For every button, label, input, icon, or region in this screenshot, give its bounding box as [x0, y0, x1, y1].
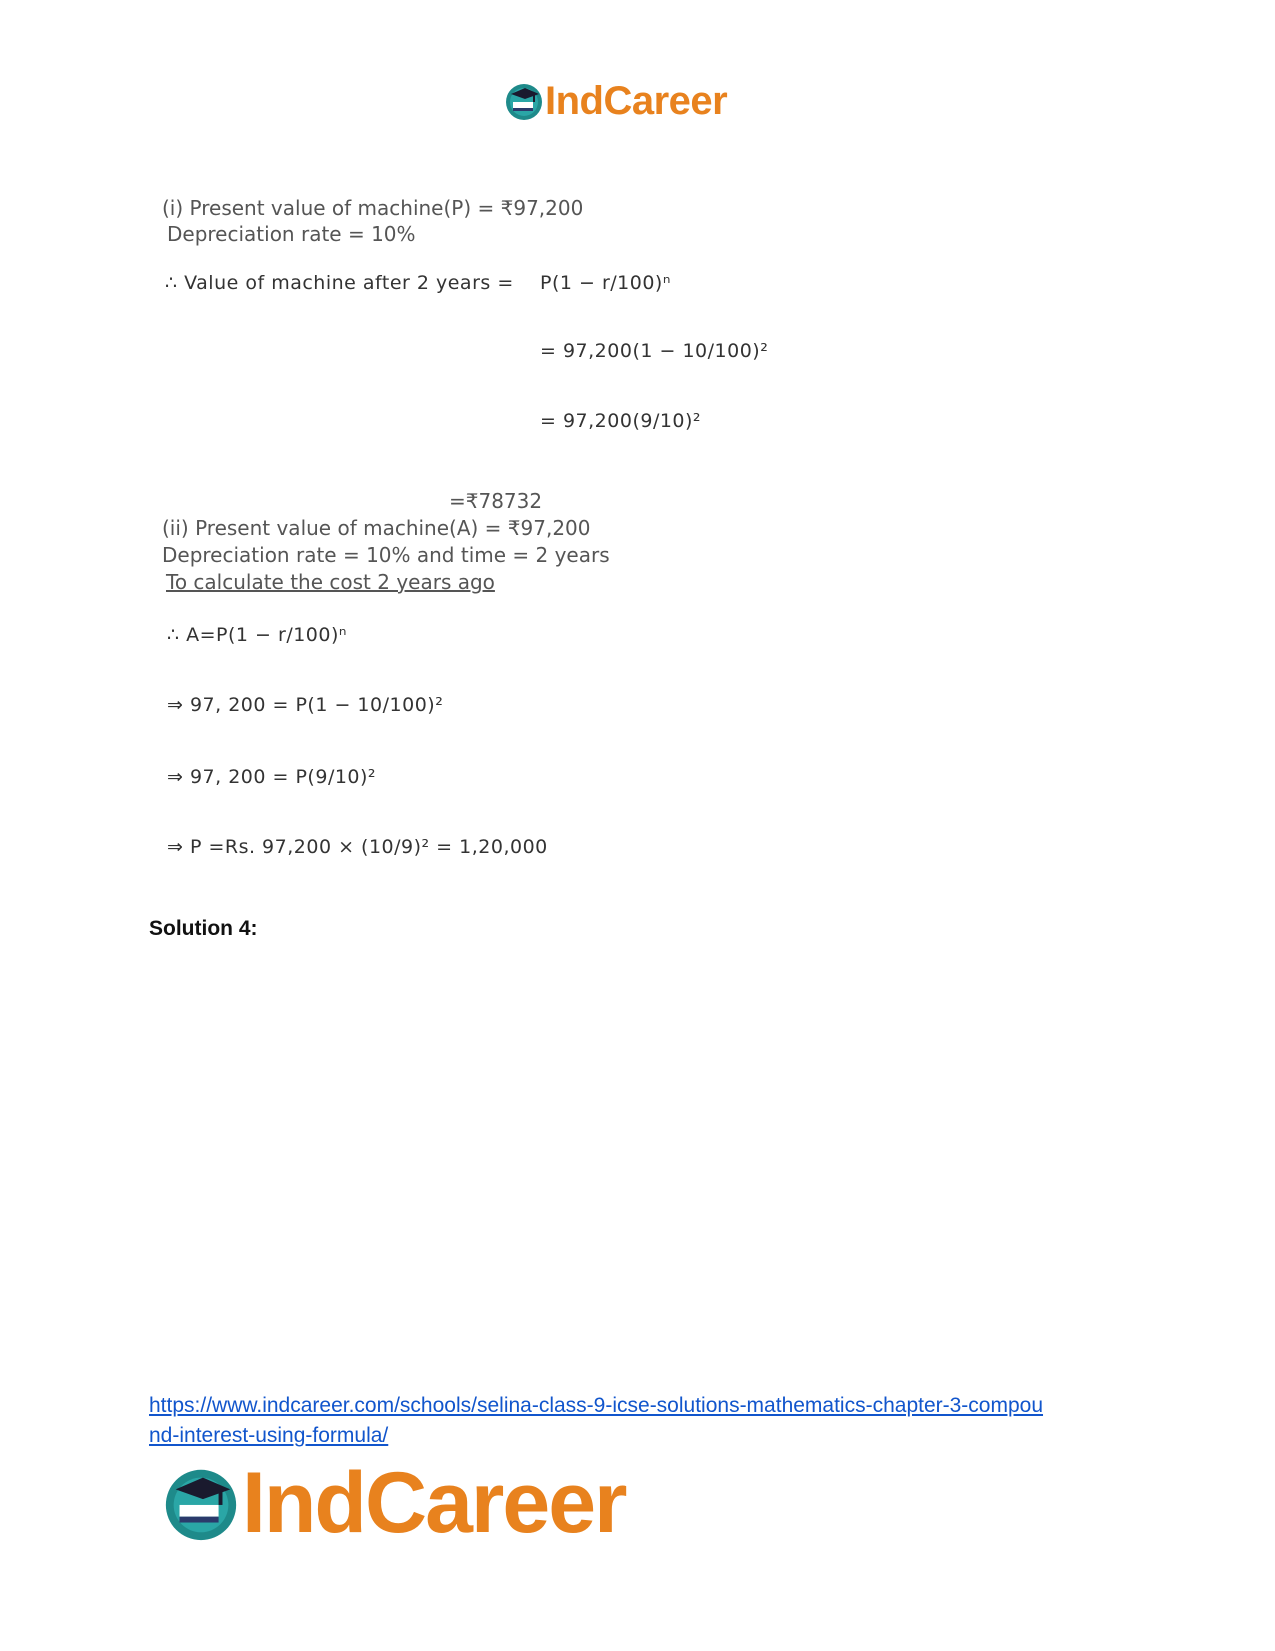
- footer-link-line2[interactable]: nd-interest-using-formula/: [149, 1424, 389, 1447]
- part2-depreciation-time: Depreciation rate = 10% and time = 2 years: [162, 543, 610, 567]
- logo-text: IndCareer: [545, 79, 728, 123]
- part1-equation-label: ∴ Value of machine after 2 years =: [165, 272, 514, 294]
- part1-equation-formula: P(1 − r/100)ⁿ: [540, 272, 671, 294]
- part1-equation-step2: = 97,200(1 − 10/100)²: [540, 340, 769, 362]
- footer-link-block[interactable]: [149, 1391, 1159, 1451]
- part2-calc-heading: To calculate the cost 2 years ago: [166, 570, 495, 594]
- part1-present-value: (i) Present value of machine(P) = ₹97,200: [162, 196, 584, 220]
- part2-equation-3: ⇒ 97, 200 = P(9/10)²: [167, 766, 377, 788]
- footer-link-line1[interactable]: https://www.indcareer.com/schools/selina-class-9-icse-solutions-mathematics-chapter-3-compou: [149, 1394, 1044, 1417]
- part2-equation-2: ⇒ 97, 200 = P(1 − 10/100)²: [167, 694, 444, 716]
- part1-depreciation-rate: Depreciation rate = 10%: [167, 222, 416, 246]
- header-logo: [503, 80, 727, 122]
- part1-result: =₹78732: [449, 489, 543, 513]
- part2-equation-4: ⇒ P =Rs. 97,200 × (10/9)² = 1,20,000: [167, 836, 548, 858]
- solution-heading: Solution 4:: [149, 917, 258, 940]
- part2-equation-1: ∴ A=P(1 − r/100)ⁿ: [167, 624, 347, 646]
- footer-logo: [160, 1455, 626, 1551]
- graduation-globe-icon: [503, 80, 545, 122]
- logo-text: IndCareer: [242, 1455, 626, 1551]
- part1-equation-step3: = 97,200(9/10)²: [540, 410, 702, 432]
- graduation-globe-icon: [160, 1462, 242, 1544]
- part2-present-value: (ii) Present value of machine(A) = ₹97,200: [162, 516, 591, 540]
